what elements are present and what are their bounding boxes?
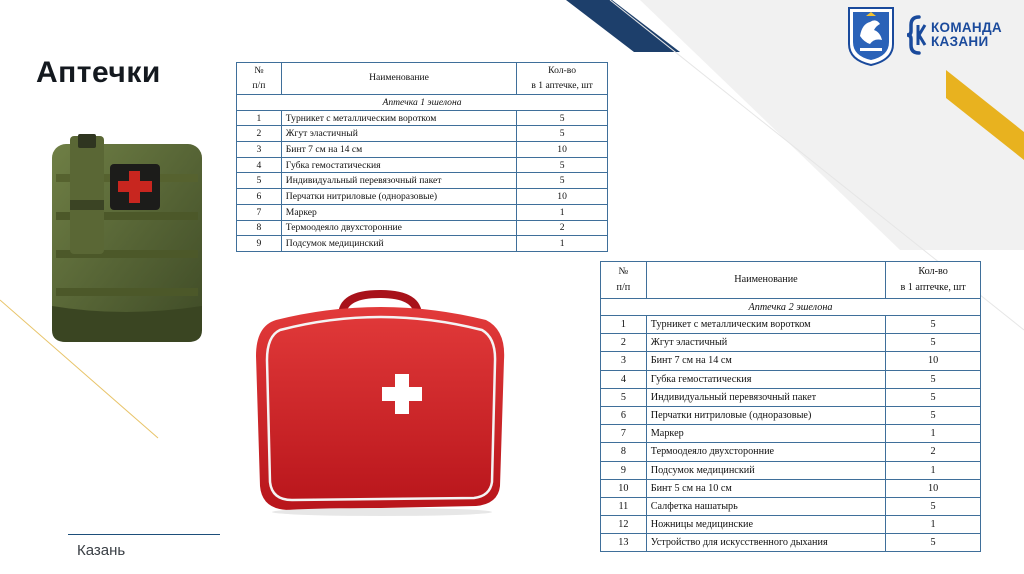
row-item-name: Индивидуальный перевязочный пакет xyxy=(646,388,885,406)
kit-table-echelon-2 xyxy=(600,261,981,552)
footer-divider xyxy=(68,534,220,535)
row-number: 3 xyxy=(237,142,282,158)
header-number-line1: № xyxy=(254,64,264,76)
row-quantity: 1 xyxy=(517,236,608,252)
table-row xyxy=(601,406,981,424)
tactical-medical-pouch-image xyxy=(44,134,206,348)
header-number xyxy=(237,63,282,95)
row-number: 5 xyxy=(601,388,647,406)
row-item-name: Подсумок медицинский xyxy=(281,236,516,252)
row-quantity: 5 xyxy=(886,316,981,334)
table-row xyxy=(237,126,608,142)
page-title: Аптечки xyxy=(36,56,161,89)
table-row xyxy=(237,142,608,158)
row-item-name: Турникет с металлическим воротком xyxy=(281,110,516,126)
header-number-line2: п/п xyxy=(616,282,631,293)
row-number: 4 xyxy=(601,370,647,388)
header-number-line1: № xyxy=(618,266,629,278)
row-number: 5 xyxy=(237,173,282,189)
row-number: 8 xyxy=(237,220,282,236)
row-quantity: 5 xyxy=(517,110,608,126)
table-row xyxy=(601,479,981,497)
row-quantity: 10 xyxy=(517,142,608,158)
table-row xyxy=(601,388,981,406)
row-item-name: Устройство для искусственного дыхания xyxy=(646,534,885,552)
row-item-name: Ножницы медицинские xyxy=(646,516,885,534)
row-item-name: Губка гемостатическия xyxy=(646,370,885,388)
row-number: 3 xyxy=(601,352,647,370)
table-row xyxy=(601,316,981,334)
row-number: 6 xyxy=(601,406,647,424)
row-item-name: Салфетка нашатырь xyxy=(646,497,885,515)
row-item-name: Бинт 7 см на 14 см xyxy=(646,352,885,370)
row-quantity: 10 xyxy=(886,352,981,370)
table-row xyxy=(237,157,608,173)
row-quantity: 5 xyxy=(517,126,608,142)
table-row xyxy=(601,516,981,534)
header-number xyxy=(601,262,647,299)
row-item-name: Жгут эластичный xyxy=(646,334,885,352)
row-quantity: 10 xyxy=(517,189,608,205)
section-title: Аптечка 2 эшелона xyxy=(601,299,981,316)
table-body xyxy=(237,110,608,251)
header-name: Наименование xyxy=(281,63,516,95)
row-item-name: Маркер xyxy=(646,425,885,443)
row-item-name: Турникет с металлическим воротком xyxy=(646,316,885,334)
row-number: 4 xyxy=(237,157,282,173)
header-quantity-line2: в 1 аптечке, шт xyxy=(900,282,966,293)
row-item-name: Термоодеяло двухсторонние xyxy=(281,220,516,236)
row-number: 10 xyxy=(601,479,647,497)
section-title: Аптечка 1 эшелона xyxy=(237,95,608,111)
kit-table-echelon-1 xyxy=(236,62,608,252)
row-number: 9 xyxy=(237,236,282,252)
row-number: 6 xyxy=(237,189,282,205)
table-row xyxy=(601,443,981,461)
row-quantity: 2 xyxy=(517,220,608,236)
table-header-row xyxy=(601,262,981,299)
kazan-coat-of-arms-icon xyxy=(846,6,896,66)
row-quantity: 5 xyxy=(886,534,981,552)
row-quantity: 5 xyxy=(886,497,981,515)
table-row xyxy=(601,370,981,388)
footer-city: Казань xyxy=(77,542,126,559)
table-row xyxy=(237,189,608,205)
row-number: 13 xyxy=(601,534,647,552)
komanda-kazani-logo xyxy=(905,12,1002,58)
row-quantity: 5 xyxy=(886,388,981,406)
row-number: 2 xyxy=(237,126,282,142)
table-row xyxy=(237,173,608,189)
brand-line2: КАЗАНИ xyxy=(931,34,989,49)
brand-line1: КОМАНДА xyxy=(931,20,1002,35)
row-item-name: Губка гемостатическия xyxy=(281,157,516,173)
row-quantity: 1 xyxy=(886,425,981,443)
row-quantity: 5 xyxy=(886,370,981,388)
row-number: 8 xyxy=(601,443,647,461)
row-item-name: Перчатки нитриловые (одноразовые) xyxy=(281,189,516,205)
row-item-name: Термоодеяло двухсторонние xyxy=(646,443,885,461)
row-item-name: Бинт 7 см на 14 см xyxy=(281,142,516,158)
table-row xyxy=(237,236,608,252)
table-section-row xyxy=(237,95,608,111)
row-number: 11 xyxy=(601,497,647,515)
header-quantity xyxy=(517,63,608,95)
row-number: 7 xyxy=(601,425,647,443)
table-body xyxy=(601,316,981,552)
header-name: Наименование xyxy=(646,262,885,299)
brace-mark-icon xyxy=(905,15,927,55)
row-item-name: Жгут эластичный xyxy=(281,126,516,142)
row-number: 1 xyxy=(237,110,282,126)
row-number: 9 xyxy=(601,461,647,479)
table-row xyxy=(601,534,981,552)
row-quantity: 1 xyxy=(886,461,981,479)
table-row xyxy=(601,425,981,443)
header-number-line2: п/п xyxy=(252,79,266,91)
table-section-row xyxy=(601,299,981,316)
row-number: 7 xyxy=(237,204,282,220)
table-row xyxy=(601,461,981,479)
row-quantity: 5 xyxy=(886,334,981,352)
brand-wordmark xyxy=(931,21,1002,49)
table-row xyxy=(237,110,608,126)
row-quantity: 5 xyxy=(517,157,608,173)
row-quantity: 1 xyxy=(886,516,981,534)
header-quantity-line1: Кол-во xyxy=(548,64,576,76)
row-quantity: 5 xyxy=(517,173,608,189)
table-row xyxy=(601,334,981,352)
row-item-name: Индивидуальный перевязочный пакет xyxy=(281,173,516,189)
header-quantity-line1: Кол-во xyxy=(918,266,948,278)
row-item-name: Подсумок медицинский xyxy=(646,461,885,479)
row-quantity: 1 xyxy=(517,204,608,220)
header-quantity-line2: в 1 аптечке, шт xyxy=(531,79,593,91)
table-row xyxy=(237,204,608,220)
row-quantity: 10 xyxy=(886,479,981,497)
row-item-name: Маркер xyxy=(281,204,516,220)
red-first-aid-kit-image xyxy=(250,290,512,518)
row-quantity: 5 xyxy=(886,406,981,424)
row-item-name: Перчатки нитриловые (одноразовые) xyxy=(646,406,885,424)
row-number: 12 xyxy=(601,516,647,534)
table-header-row xyxy=(237,63,608,95)
table-row xyxy=(601,497,981,515)
row-number: 1 xyxy=(601,316,647,334)
row-number: 2 xyxy=(601,334,647,352)
row-quantity: 2 xyxy=(886,443,981,461)
table-row xyxy=(601,352,981,370)
table-row xyxy=(237,220,608,236)
row-item-name: Бинт 5 см на 10 см xyxy=(646,479,885,497)
header-quantity xyxy=(886,262,981,299)
